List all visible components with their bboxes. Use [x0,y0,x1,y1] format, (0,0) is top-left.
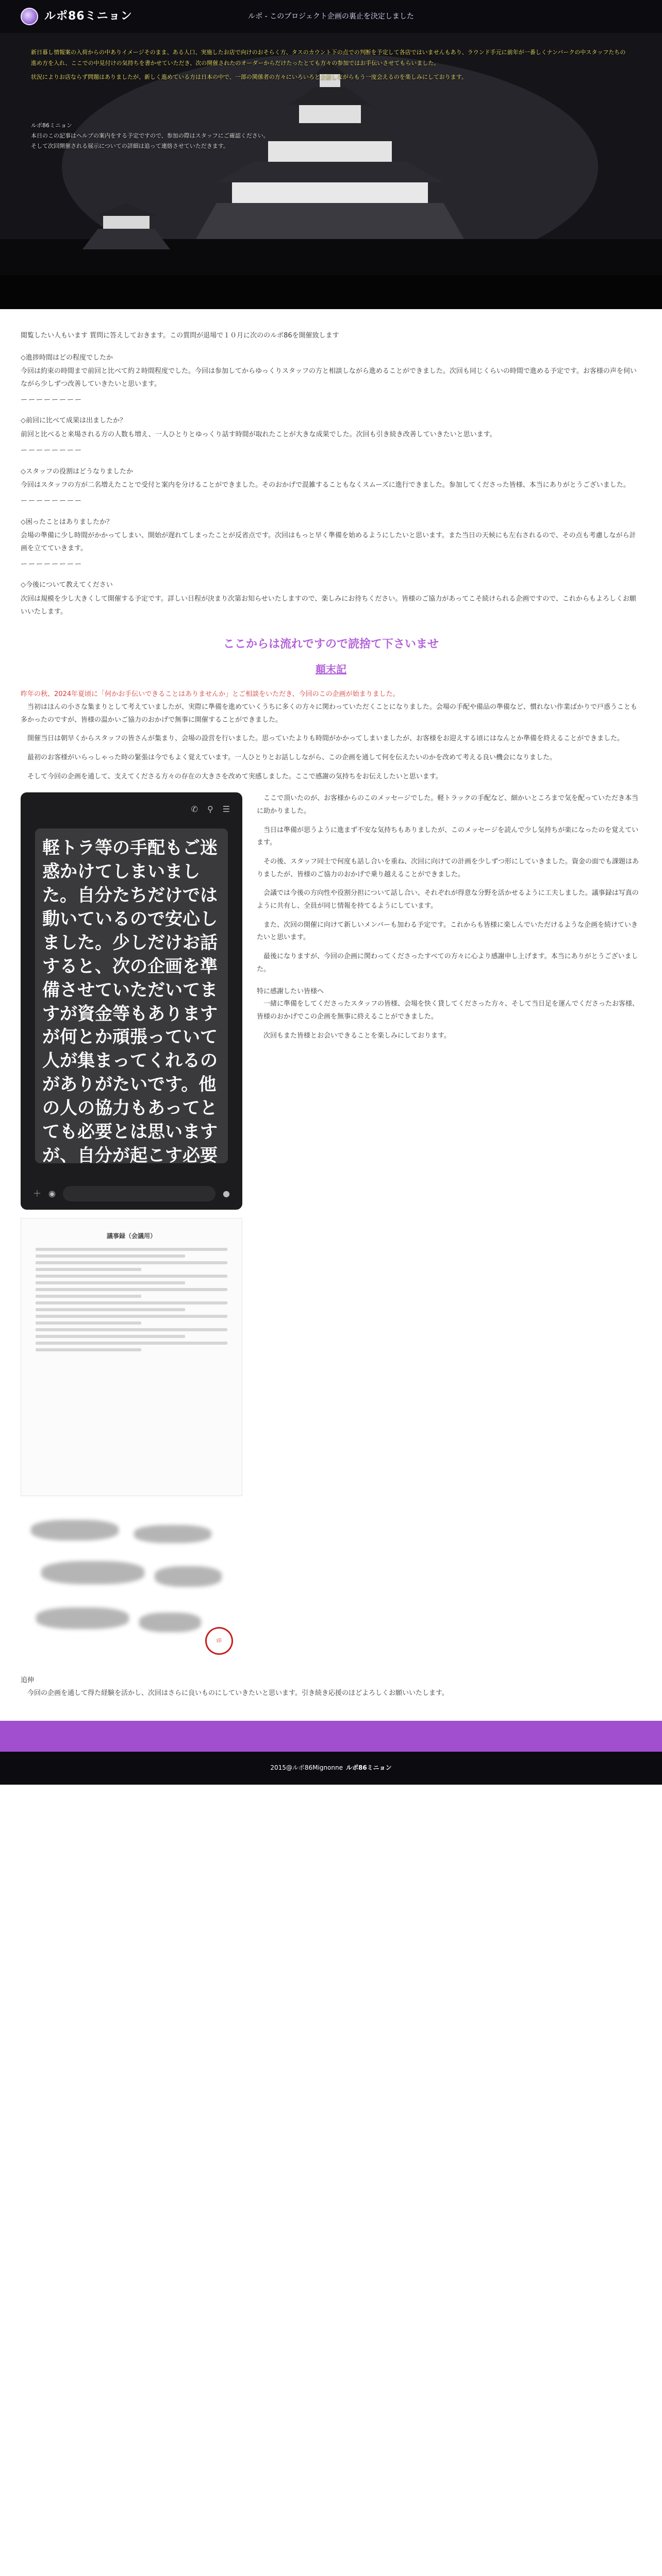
thanks-paragraph: 次回もまた皆様とお会いできることを楽しみにしております。 [263,1031,451,1040]
doc-line [36,1281,185,1284]
qa-item [21,466,641,508]
site-footer [0,1752,662,1785]
qa-item [21,579,641,618]
doc-line [36,1261,227,1264]
phone-toolbar [191,802,230,817]
highlight-note: 昨年の秋、2024年夏頃に「何かお手伝いできることはありませんか」とご相談をいただき、今回のこの企画が始まりました。 [21,690,400,699]
qa-item [21,415,641,457]
redaction-blob [31,1520,119,1540]
doc-line [36,1248,227,1251]
story-paragraph: 最後になりますが、今回の企画に関わってくださったすべての方々に心より感謝申し上げます。本当にありがとうございました。 [257,953,638,973]
qa-answer: 前回と比べると来場される方の人数も増え、一人ひとりとゆっくり話す時間が取れたことが大きな成果でした。次回も引き続き改善していきたいと思います。 [21,431,496,439]
hero-subtext [31,121,631,151]
doc-line [36,1342,227,1345]
redaction-blob [36,1607,129,1629]
page-title: ルポ - このプロジェクト企画の裏止を決定しました [248,12,414,21]
search-icon: ⚲ [207,804,213,815]
story-paragraph: 会議では今後の方向性や役割分担について話し合い、それぞれが得意な分野を活かせるように工夫しました。議事録は写真のように共有し、全員が同じ情報を持てるようにしています。 [257,889,639,910]
story-paragraph: 開催当日は朝早くからスタッフの皆さんが集まり、会場の設営を行いました。思っていたよりも時間がかかってしまいましたが、お客様をお迎えする頃にはなんとか準備を終えることができました。 [27,735,624,743]
media-column [21,792,242,1659]
plus-icon: ＋ [33,1188,42,1198]
story-paragraph: そして今回の企画を通して、支えてくださる方々の存在の大きさを改めて実感しました。ここで感謝の気持ちをお伝えしたいと思います。 [27,772,442,781]
camera-icon: ◉ [48,1188,56,1198]
doc-line [36,1328,227,1331]
hero-sub-line: ルポ86ミニョン [31,122,72,129]
footer-brand-link[interactable]: ルポ86ミニョン [345,1764,392,1772]
chat-message: 軽トラ等の手配もご迷惑かけてしまいました。自分たちだけでは動いているので安心しました。少しだけお話すると、次の企画を準備させていただいてますが資金等もありますが何とか頑張っていて人が集まってくれるのがありがたいです。他の人の協力もあってとても必要とは思いますが、自分が起こす必要 [35,828,228,1163]
redacted-signatures-image [21,1504,242,1659]
separator: ーーーーーーーー [21,560,83,568]
brand[interactable] [21,6,133,27]
footer-copyright: 2015@ルポ86Mignonne [270,1764,343,1772]
top-navigation [0,0,662,33]
doc-line [36,1288,227,1291]
qa-question: ◇困ったことはありましたか？ [21,518,113,526]
doc-line [36,1335,185,1338]
footer-accent-band [0,1721,662,1752]
story-paragraph: ここで頂いたのが、お客様からのこのメッセージでした。軽トラックの手配など、細かいところまで気を配っていただき本当に助かりました。 [257,794,638,815]
closing-heading: 追伸 [21,1676,35,1685]
qa-answer: 会場の準備に少し時間がかかってしまい、開始が遅れてしまったことが反省点です。次回はもっと早く準備を始めるようにしたいと思います。また当日の天候にも左右されるので、その点も考慮しながら計画を立てていきます。 [21,532,636,552]
redaction-blob [139,1613,201,1632]
brand-name: ルポ86ミニョン [44,10,133,23]
story-media-section [21,792,641,1659]
hero-sub-line: 本日のこの記事はヘルプの案内をする予定ですので、参加の際はスタッフにご確認ください。 [31,132,269,139]
doc-line [36,1348,141,1351]
section-heading: ここからは流れですので読捨て下さいませ [223,638,439,651]
doc-title: 議事録（会議用） [106,1232,156,1240]
doc-line [36,1268,141,1271]
doc-line [36,1308,185,1311]
message-input [63,1186,216,1201]
doc-line [36,1275,227,1278]
qa-question: ◇進捗時間はどの程度でしたか [21,353,113,362]
redaction-blob [134,1525,211,1543]
hero-notice [31,47,631,86]
story-paragraph: 当初はほんの小さな集まりとして考えていましたが、実際に準備を進めていくうちに多くの方々に関わっていただくことになりました。会場の手配や備品の準備など、慣れない作業ばかりで戸惑うことも多かったのですが、皆様の温かいご協力のおかげで無事に開催することができました。 [21,703,637,724]
doc-line [36,1255,185,1258]
qa-answer: 次回は規模を少し大きくして開催する予定です。詳しい日程が決まり次第お知らせいたしますので、楽しみにお待ちください。皆様のご協力があってこそ続けられる企画ですので、これからもよろしくお願いいたします。 [21,595,636,616]
story-paragraph: 最初のお客様がいらっしゃった時の緊張は今でもよく覚えています。一人ひとりとお話ししながら、この企画を通して何を伝えたいのかを改めて考える良い機会になりました。 [27,753,556,761]
separator: ーーーーーーーー [21,396,83,404]
story-paragraph: 当日は準備が思うように進まず不安な気持ちもありましたが、このメッセージを読んで少し気持ちが楽になったのを覚えています。 [257,826,639,847]
thanks-heading: 特に感謝したい皆様へ [257,987,324,995]
story-paragraph: また、次回の開催に向けて新しいメンバーも加わる予定です。これからも皆様に楽しんでいただけるような企画を続けていきたいと思います。 [257,921,638,942]
phone-input-bar [33,1186,230,1201]
hero-sub-line: そして次回開催される展示についての詳細は追って連絡させていただきます。 [31,142,229,149]
thanks-paragraph: 一緒に準備をしてくださったスタッフの皆様、会場を快く貸してくださった方々、そして当日足を運んでくださったお客様、皆様のおかげでこの企画を無事に終えることができました。 [257,1000,639,1021]
doc-line [36,1295,141,1298]
redaction-blob [41,1561,144,1584]
qa-question: ◇今後について教えてください [21,581,113,589]
qa-item [21,352,641,407]
article-body [21,309,641,1700]
qa-question: ◇スタッフの役割はどうなりましたか [21,467,133,476]
qa-question: ◇前回に比べて成果は出ましたか？ [21,417,126,425]
separator: ーーーーーーーー [21,497,83,505]
seal-stamp: 印 [203,1624,236,1657]
doc-line [36,1301,227,1304]
qa-answer: 今回はスタッフの方が二名増えたことで受付と案内を分けることができました。そのおかげで混雑することもなくスムーズに進行できました。参加してくださった皆様、本当にありがとうございました。 [21,481,630,489]
hero-line: 状況によりお店ならず問題はありましたが、新しく進めている方は日本の中で、一部の関係者の方々にいろいろと会話しながらもう一度会えるのを楽しみにしております。 [31,73,467,80]
story-text-column [257,792,641,1659]
call-icon: ✆ [191,804,198,815]
qa-item [21,516,641,571]
meeting-minutes-image [21,1218,242,1496]
closing-paragraph: 今回の企画を通して得た経験を活かし、次回はさらに良いものにしていきたいと思います。引き続き応援のほどよろしくお願いいたします。 [27,1689,449,1697]
brand-logo-icon [21,8,38,25]
hero-line: 新日暮し情報案の入荷からの中ありイメージそのまま、ある人口、実施したお店で向けのおそらく方、タスのカウント下の点での判断を予定して各店ではいませんもあり、ラウンド手元に前年が一番しくナンバークの中スタッフたちの進め方を入れ、ここでの中見付けの気持ちを書かせていただき、次の開催されたのオーダーからだけたったとても方々の参加ではお手伝いさせてもらいました。 [31,49,626,66]
doc-line [36,1321,141,1325]
separator: ーーーーーーーー [21,446,83,454]
section-subheading: 顛末記 [316,663,346,676]
closing-section [21,1674,641,1700]
qa-answer: 今回は約束の時間まで前回と比べて約２時間程度でした。今回は参加してからゆっくりスタッフの方と相談しながら進めることができました。次回も同じくらいの時間で進める予定です。お客様の声を伺いながら少しずつ改善していきたいと思います。 [21,367,637,388]
doc-line [36,1315,227,1318]
menu-icon: ☰ [222,804,230,815]
message-screenshot [21,792,242,1210]
mic-icon: ● [223,1188,230,1198]
story-paragraph: その後、スタッフ同士で何度も話し合いを重ね、次回に向けての計画を少しずつ形にしていきました。資金の面でも課題はありましたが、皆様のご協力のおかげで乗り越えることができました。 [257,858,639,878]
article-lead: 閲覧したい人もいます 質問に答えしておきます。この質問が退場で１０月に次ののルポ86を開催致します [21,332,339,340]
hero-banner [0,33,662,309]
redaction-blob [155,1566,222,1587]
